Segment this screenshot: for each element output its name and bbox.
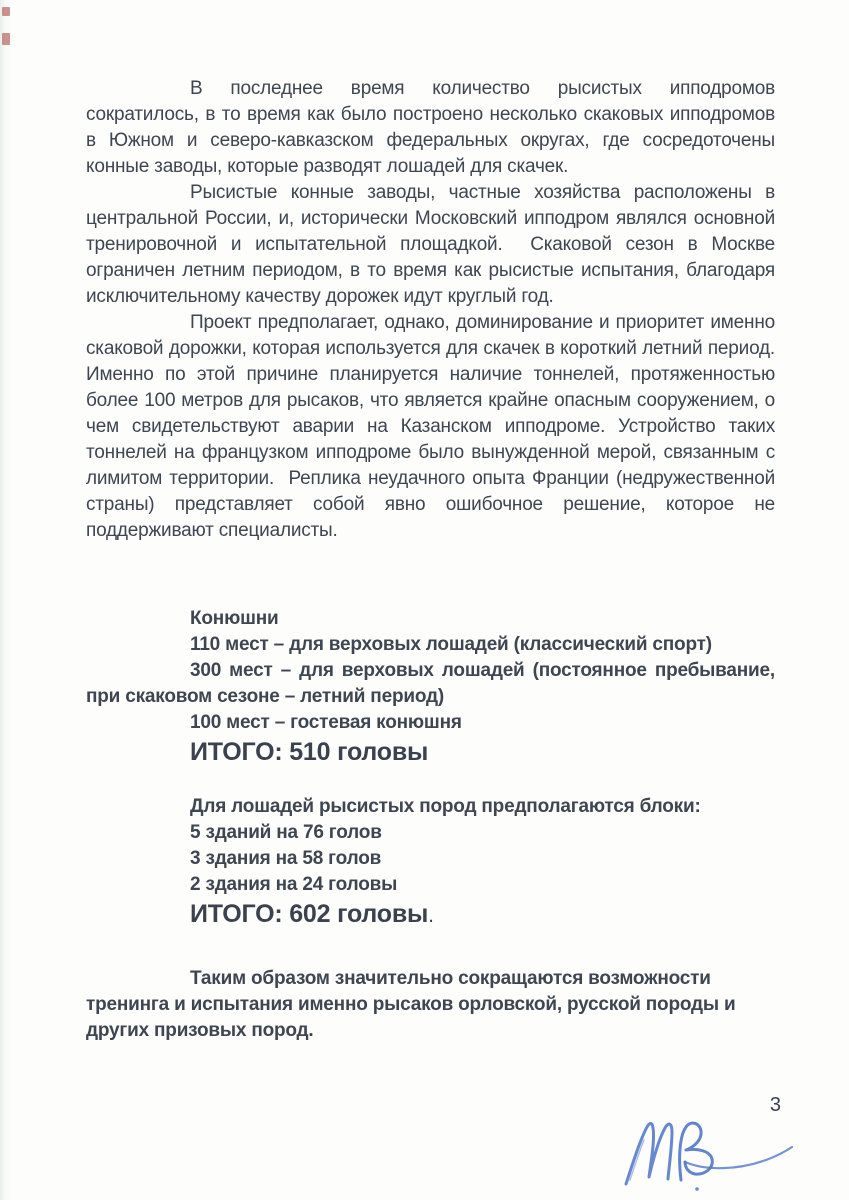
blocks-heading: Для лошадей рысистых пород предполагаются блоки: bbox=[190, 796, 701, 817]
stables-total: ИТОГО: 510 головы bbox=[190, 738, 429, 766]
blocks-total bbox=[86, 898, 775, 932]
stables-heading: Конюшни bbox=[190, 608, 279, 629]
closing-paragraph: Таким образом значительно сокращаются возможности тренинга и испытания именно рысаков орловской, русской породы и других призовых пород. bbox=[86, 968, 741, 1041]
stables-list-item: 300 мест – для верховых лошадей (постоянное пребывание, при скаковом сезоне – летний период) bbox=[86, 660, 781, 707]
handwritten-signature-icon bbox=[620, 1110, 798, 1194]
scan-edge-artifact bbox=[0, 0, 12, 1200]
blocks-list-item: 5 зданий на 76 голов bbox=[190, 822, 382, 843]
page-number: 3 bbox=[769, 1094, 781, 1116]
paragraph-project-criticism: Проект предполагает, однако, доминирование и приоритет именно скаковой дорожки, которая используется для скачек в короткий летний период. Именно по этой причине планируется наличие тоннелей, протяженностью более 100 метров для рысаков, что является крайне опасным сооружением, о чем свидетельствуют аварии на Казанском ипподроме. Устройство таких тоннелей на французком ипподроме было вынужденной мерой, связанным с лимитом территории. Реплика неудачного опыта Франции (недружественной страны) представляет собой явно ошибочное решение, которое не поддерживают специалисты. bbox=[86, 312, 786, 541]
stables-list bbox=[86, 632, 781, 736]
stables-list-item: 100 мест – гостевая конюшня bbox=[190, 712, 462, 733]
blocks-list-item: 2 здания на 24 головы bbox=[190, 874, 398, 895]
blocks-total-period: . bbox=[428, 904, 434, 927]
blocks-total-text: ИТОГО: 602 головы bbox=[190, 900, 429, 928]
blocks-list-item: 3 здания на 58 голов bbox=[190, 848, 382, 869]
corner-mark-artifact bbox=[2, 33, 10, 45]
stables-section bbox=[86, 606, 781, 768]
paragraph-hippodromes-reduced: В последнее время количество рысистых ипподромов сократилось, в то время как было построено несколько скаковых ипподромов в Южном и северо-кавказском федеральных округах, где сосредоточены конные заводы, которые разводят лошадей для скачек. bbox=[86, 78, 781, 177]
document-body bbox=[86, 76, 786, 1044]
paragraph-trotting-farms: Рысистые конные заводы, частные хозяйства расположены в центральной России, и, исторически Московский ипподром являлся основной тренировочной и испытательной площадкой. Скаковой сезон в Москве ограничен летним периодом, в то время как рысистые испытания, благодаря исключительному качеству дорожек идут круглый год. bbox=[86, 182, 781, 307]
blocks-list bbox=[86, 820, 775, 898]
trotting-blocks-section bbox=[86, 794, 775, 932]
corner-mark-artifact bbox=[2, 7, 10, 16]
stables-list-item: 110 мест – для верховых лошадей (классический спорт) bbox=[190, 634, 712, 655]
